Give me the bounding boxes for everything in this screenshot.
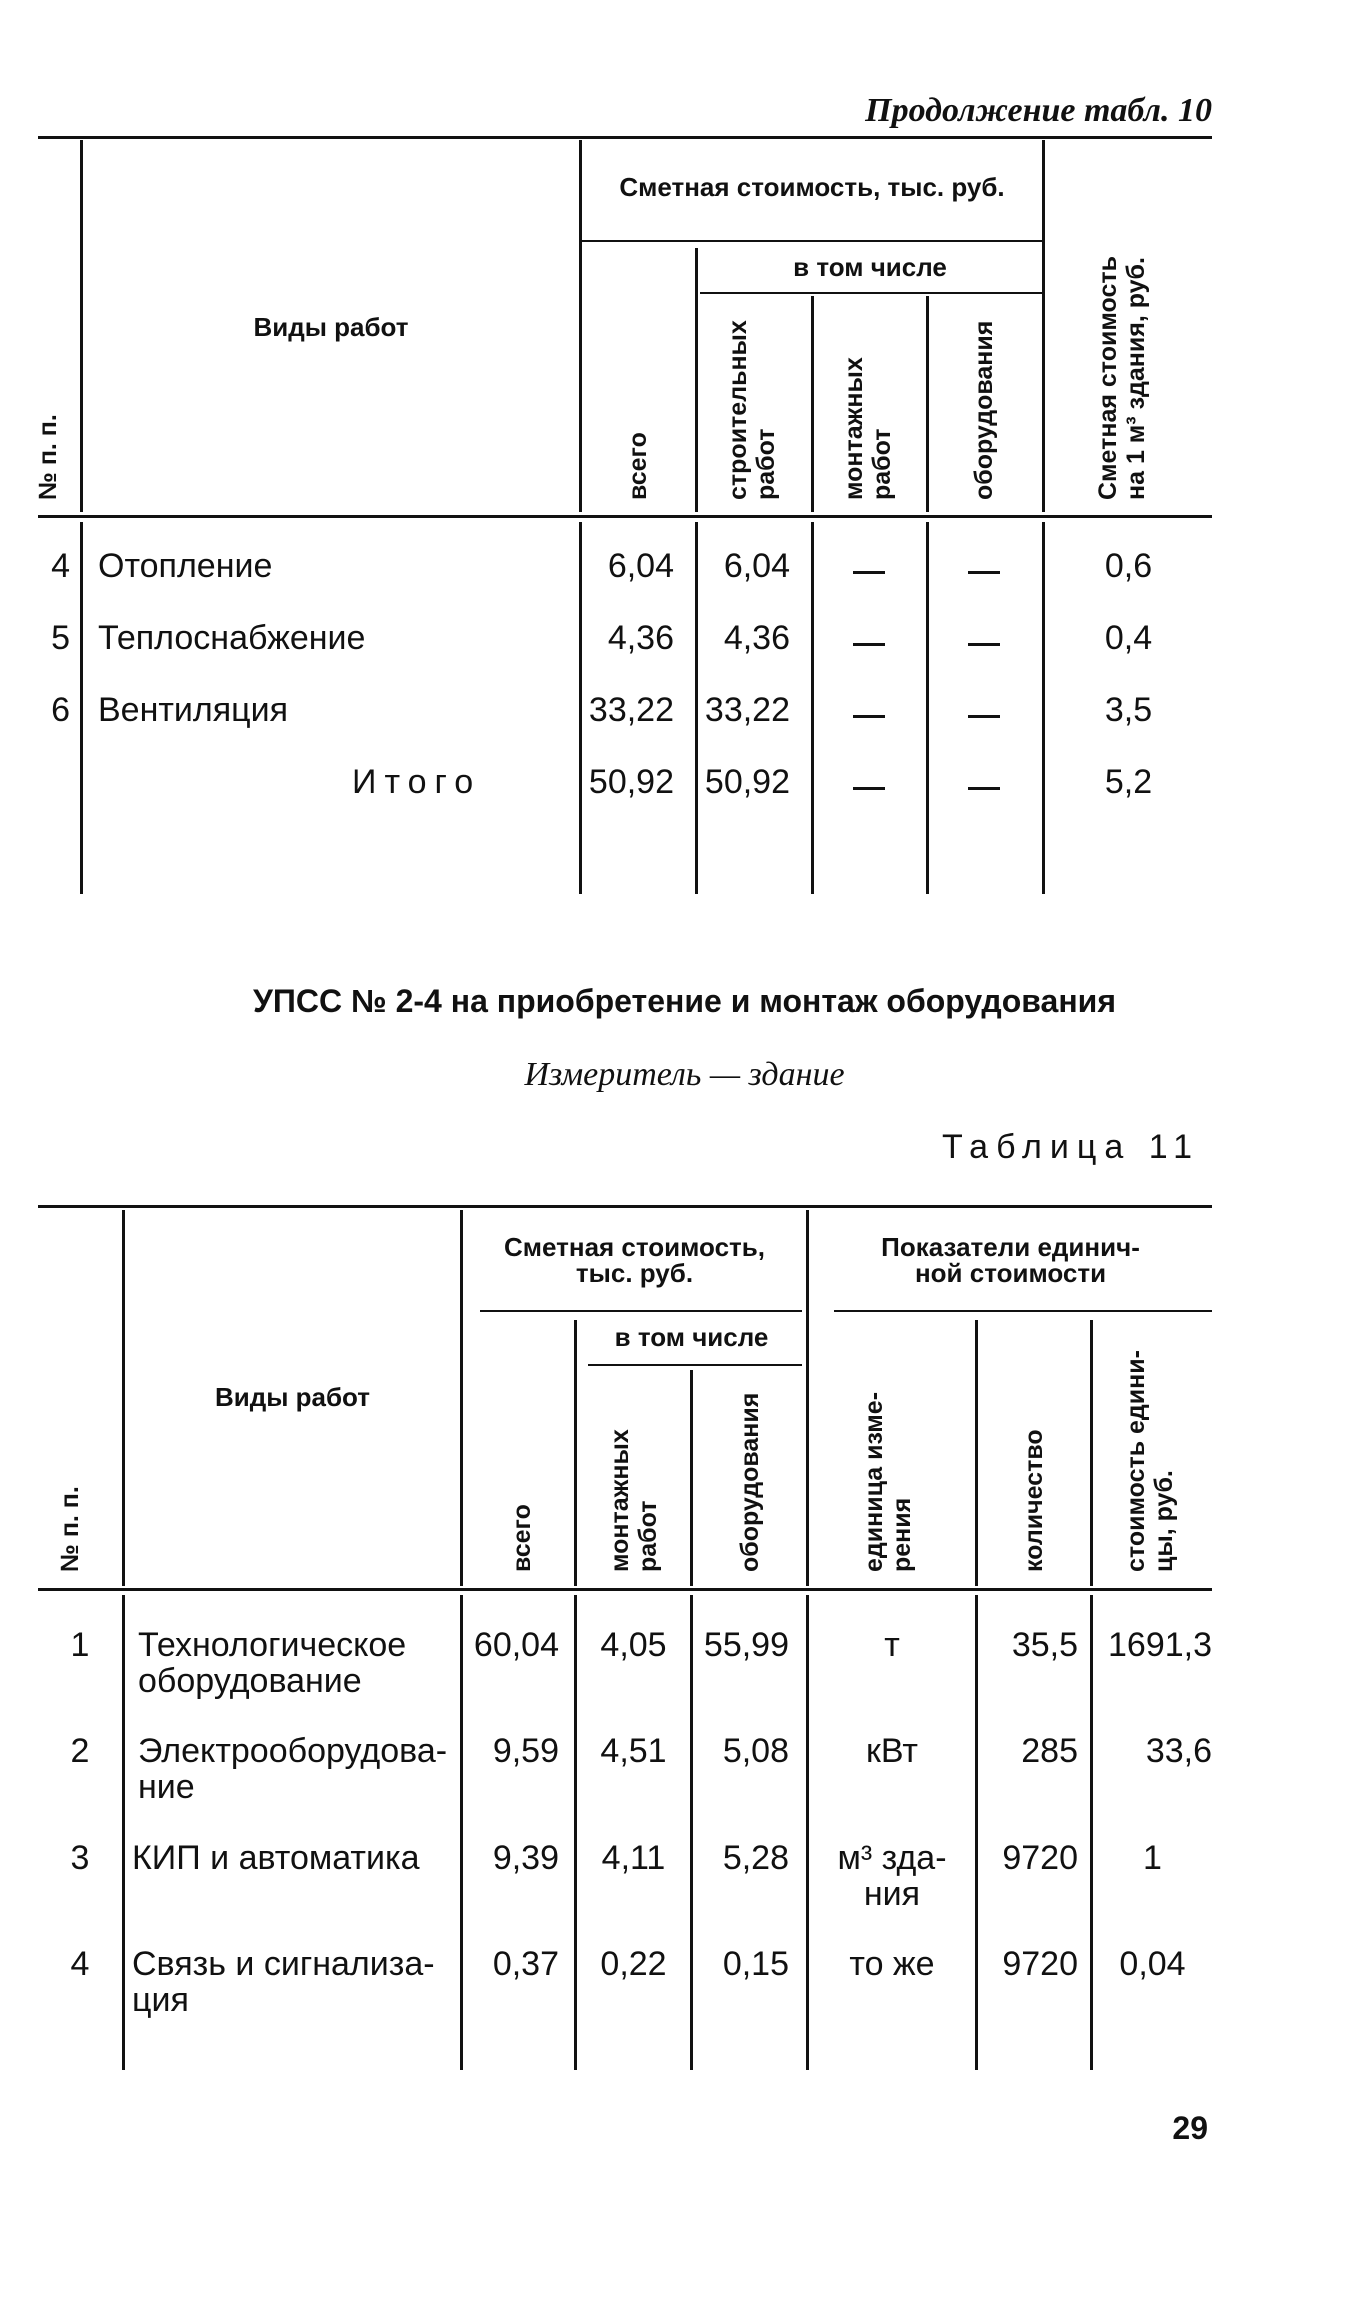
t10-row-num: 6 <box>51 691 70 729</box>
t10-header-installation-l1: монтажных <box>840 357 868 500</box>
t11-row-unit-cost: 1 <box>1143 1839 1162 1877</box>
t10-header-equipment: оборудования <box>970 320 998 500</box>
t10-row-name: Отопление <box>98 547 273 585</box>
t11-row-quantity: 9720 <box>1002 1839 1078 1877</box>
t10-total-per-m3: 5,2 <box>1104 763 1153 801</box>
t10-header-including: в том числе <box>793 252 947 282</box>
t11-header-installation-l1: монтажных <box>606 1429 634 1572</box>
t10-header-cost-group: Сметная стоимость, тыс. руб. <box>619 172 1005 202</box>
t10-header-num: № п. п. <box>34 414 62 500</box>
t11-row-unit: то же <box>849 1945 935 1983</box>
table-11-label: Таблица 11 <box>941 1128 1200 1166</box>
t11-header-unit-cost-l1: стоимость едини- <box>1122 1350 1150 1572</box>
page-number: 29 <box>1172 2110 1208 2146</box>
t11-row-name: Технологическое оборудование <box>138 1626 407 1700</box>
t10-row-installation-dash <box>853 715 885 718</box>
t11-row-installation: 4,51 <box>600 1732 667 1770</box>
t10-header-construction-l1: строительных <box>724 320 752 500</box>
t10-row-name: Вентиляция <box>98 691 289 729</box>
t10-row-per-m3: 0,4 <box>1104 619 1153 657</box>
t11-row-quantity: 9720 <box>1002 1945 1078 1983</box>
t11-header-including: в том числе <box>614 1322 769 1352</box>
t10-row-construction: 4,36 <box>723 619 790 657</box>
t10-header-total: всего <box>624 432 652 500</box>
t11-row-equipment: 5,08 <box>722 1732 789 1770</box>
t11-header-unit-l2: рения <box>888 1497 916 1572</box>
t11-row-total: 60,04 <box>473 1626 559 1664</box>
t10-header-construction-l2: работ <box>752 428 780 500</box>
t10-row-equipment-dash <box>968 571 1000 574</box>
t10-header-per-m3-l2: на 1 м³ здания, руб. <box>1122 257 1150 500</box>
t11-header-unit-group-l1: Показатели единич- <box>881 1232 1140 1262</box>
t11-row-num: 2 <box>70 1732 90 1770</box>
t11-row-unit: м³ зда-ния <box>837 1839 947 1913</box>
t11-row-unit-cost: 1691,3 <box>1108 1626 1212 1664</box>
t10-row-total: 33,22 <box>588 691 674 729</box>
t11-row-equipment: 55,99 <box>703 1626 789 1664</box>
t10-header-per-m3-l1: Сметная стоимость <box>1094 256 1122 500</box>
t11-row-total: 9,39 <box>492 1839 559 1877</box>
t11-row-total: 0,37 <box>492 1945 559 1983</box>
t11-row-name: КИП и автоматика <box>132 1839 420 1877</box>
t10-row-per-m3: 0,6 <box>1104 547 1153 585</box>
t10-row-name: Теплоснабжение <box>98 619 366 657</box>
t11-row-equipment: 0,15 <box>722 1945 789 1983</box>
t11-row-name: Электрооборудова-ние <box>138 1732 448 1806</box>
t11-row-unit-cost: 33,6 <box>1145 1732 1212 1770</box>
t10-row-equipment-dash <box>968 715 1000 718</box>
t11-header-cost-group-l2: тыс. руб. <box>575 1258 694 1288</box>
t11-row-installation: 0,22 <box>600 1945 667 1983</box>
t11-row-unit: кВт <box>866 1732 918 1770</box>
t10-row-total: 4,36 <box>607 619 674 657</box>
measure-label: Измеритель — здание <box>524 1056 845 1093</box>
t11-row-installation: 4,11 <box>601 1839 666 1877</box>
t11-row-num: 4 <box>70 1945 90 1983</box>
continuation-label: Продолжение табл. 10 <box>865 92 1212 129</box>
t11-row-unit-cost: 0,04 <box>1119 1945 1186 1983</box>
t11-header-installation-l2: работ <box>634 1500 662 1572</box>
t10-total-equipment-dash <box>968 787 1000 790</box>
t10-row-num: 5 <box>51 619 70 657</box>
t10-total-installation-dash <box>853 787 885 790</box>
t11-header-unit-l1: единица изме- <box>860 1391 888 1572</box>
t11-row-equipment: 5,28 <box>722 1839 789 1877</box>
t11-row-quantity: 285 <box>1021 1732 1078 1770</box>
t10-row-installation-dash <box>853 571 885 574</box>
t10-row-construction: 6,04 <box>723 547 790 585</box>
t11-row-name: Связь и сигнализа-ция <box>132 1945 435 2019</box>
t11-row-quantity: 35,5 <box>1011 1626 1078 1664</box>
t10-header-works: Виды работ <box>253 312 409 342</box>
t11-row-num: 1 <box>70 1626 90 1664</box>
t11-header-unit-cost-l2: цы, руб. <box>1150 1470 1178 1572</box>
t10-total-label: Итого <box>352 763 482 801</box>
t10-total-total: 50,92 <box>588 763 674 801</box>
t11-row-total: 9,59 <box>492 1732 559 1770</box>
t10-total-construction: 50,92 <box>704 763 790 801</box>
t11-header-total: всего <box>508 1504 536 1572</box>
t11-header-equipment: оборудования <box>736 1392 764 1572</box>
t11-row-installation: 4,05 <box>600 1626 667 1664</box>
t11-header-quantity: количество <box>1020 1429 1048 1572</box>
t11-row-num: 3 <box>70 1839 90 1877</box>
t10-row-num: 4 <box>51 547 70 585</box>
t10-row-total: 6,04 <box>607 547 674 585</box>
section-title: УПСС № 2-4 на приобретение и монтаж оборудования <box>253 983 1116 1019</box>
t11-header-works: Виды работ <box>214 1382 371 1412</box>
t11-row-unit: т <box>884 1626 900 1664</box>
t10-row-installation-dash <box>853 643 885 646</box>
t10-row-equipment-dash <box>968 643 1000 646</box>
t10-row-construction: 33,22 <box>704 691 790 729</box>
t11-header-cost-group-l1: Сметная стоимость, <box>504 1232 765 1262</box>
t10-header-installation-l2: работ <box>868 428 896 500</box>
t11-header-unit-group-l2: ной стоимости <box>914 1258 1107 1288</box>
t10-row-per-m3: 3,5 <box>1104 691 1153 729</box>
t11-header-num: № п. п. <box>56 1486 84 1572</box>
